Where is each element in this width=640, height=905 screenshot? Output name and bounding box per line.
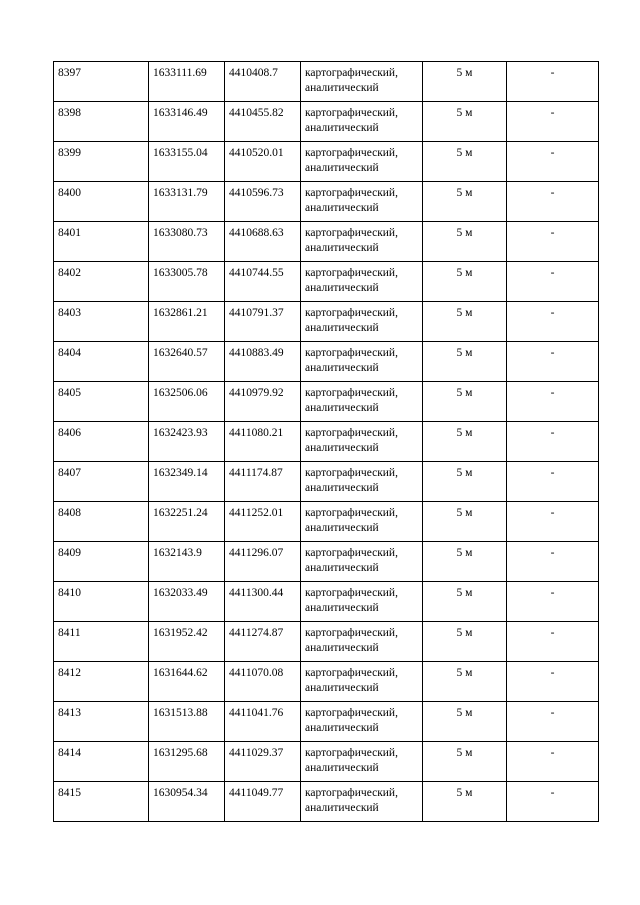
method-line: картографический, bbox=[305, 667, 398, 679]
point-number-cell: 8406 bbox=[54, 422, 149, 462]
accuracy-cell: 5 м bbox=[423, 422, 507, 462]
accuracy-cell: 5 м bbox=[423, 462, 507, 502]
method-line: картографический, bbox=[305, 387, 398, 399]
method-line: картографический, bbox=[305, 467, 398, 479]
x-coordinate-cell: 1630954.34 bbox=[149, 782, 225, 822]
method-cell bbox=[301, 382, 423, 422]
method-line: аналитический bbox=[305, 202, 379, 214]
note-cell: - bbox=[507, 222, 599, 262]
table-row bbox=[54, 542, 599, 582]
y-coordinate-cell: 4411070.08 bbox=[225, 662, 301, 702]
accuracy-cell: 5 м bbox=[423, 62, 507, 102]
method-line: аналитический bbox=[305, 682, 379, 694]
method-cell bbox=[301, 302, 423, 342]
point-number-cell: 8413 bbox=[54, 702, 149, 742]
method-line: аналитический bbox=[305, 122, 379, 134]
accuracy-cell: 5 м bbox=[423, 782, 507, 822]
point-number-cell: 8403 bbox=[54, 302, 149, 342]
y-coordinate-cell: 4410596.73 bbox=[225, 182, 301, 222]
method-cell bbox=[301, 662, 423, 702]
method-cell bbox=[301, 222, 423, 262]
table-row bbox=[54, 782, 599, 822]
method-line: аналитический bbox=[305, 242, 379, 254]
accuracy-cell: 5 м bbox=[423, 102, 507, 142]
method-line: картографический, bbox=[305, 307, 398, 319]
method-line: картографический, bbox=[305, 747, 398, 759]
x-coordinate-cell: 1631952.42 bbox=[149, 622, 225, 662]
point-number-cell: 8399 bbox=[54, 142, 149, 182]
method-line: аналитический bbox=[305, 402, 379, 414]
x-coordinate-cell: 1633146.49 bbox=[149, 102, 225, 142]
y-coordinate-cell: 4411041.76 bbox=[225, 702, 301, 742]
accuracy-cell: 5 м bbox=[423, 302, 507, 342]
note-cell: - bbox=[507, 702, 599, 742]
y-coordinate-cell: 4411274.87 bbox=[225, 622, 301, 662]
accuracy-cell: 5 м bbox=[423, 502, 507, 542]
method-line: картографический, bbox=[305, 267, 398, 279]
point-number-cell: 8411 bbox=[54, 622, 149, 662]
point-number-cell: 8400 bbox=[54, 182, 149, 222]
y-coordinate-cell: 4410791.37 bbox=[225, 302, 301, 342]
accuracy-cell: 5 м bbox=[423, 742, 507, 782]
point-number-cell: 8397 bbox=[54, 62, 149, 102]
note-cell: - bbox=[507, 382, 599, 422]
accuracy-cell: 5 м bbox=[423, 542, 507, 582]
y-coordinate-cell: 4410883.49 bbox=[225, 342, 301, 382]
method-line: картографический, bbox=[305, 507, 398, 519]
x-coordinate-cell: 1633131.79 bbox=[149, 182, 225, 222]
x-coordinate-cell: 1632423.93 bbox=[149, 422, 225, 462]
accuracy-cell: 5 м bbox=[423, 382, 507, 422]
accuracy-cell: 5 м bbox=[423, 702, 507, 742]
y-coordinate-cell: 4410688.63 bbox=[225, 222, 301, 262]
method-cell bbox=[301, 702, 423, 742]
point-number-cell: 8407 bbox=[54, 462, 149, 502]
note-cell: - bbox=[507, 502, 599, 542]
x-coordinate-cell: 1633080.73 bbox=[149, 222, 225, 262]
accuracy-cell: 5 м bbox=[423, 342, 507, 382]
y-coordinate-cell: 4410979.92 bbox=[225, 382, 301, 422]
y-coordinate-cell: 4411296.07 bbox=[225, 542, 301, 582]
method-line: картографический, bbox=[305, 347, 398, 359]
note-cell: - bbox=[507, 142, 599, 182]
method-line: картографический, bbox=[305, 547, 398, 559]
note-cell: - bbox=[507, 542, 599, 582]
x-coordinate-cell: 1631295.68 bbox=[149, 742, 225, 782]
method-line: аналитический bbox=[305, 602, 379, 614]
x-coordinate-cell: 1632506.06 bbox=[149, 382, 225, 422]
x-coordinate-cell: 1632349.14 bbox=[149, 462, 225, 502]
method-cell bbox=[301, 422, 423, 462]
x-coordinate-cell: 1631644.62 bbox=[149, 662, 225, 702]
method-line: аналитический bbox=[305, 522, 379, 534]
method-cell bbox=[301, 62, 423, 102]
method-line: картографический, bbox=[305, 427, 398, 439]
note-cell: - bbox=[507, 422, 599, 462]
method-cell bbox=[301, 542, 423, 582]
table-row bbox=[54, 662, 599, 702]
x-coordinate-cell: 1632251.24 bbox=[149, 502, 225, 542]
table-row bbox=[54, 622, 599, 662]
note-cell: - bbox=[507, 182, 599, 222]
method-line: картографический, bbox=[305, 67, 398, 79]
x-coordinate-cell: 1633005.78 bbox=[149, 262, 225, 302]
method-line: картографический, bbox=[305, 707, 398, 719]
y-coordinate-cell: 4411029.37 bbox=[225, 742, 301, 782]
accuracy-cell: 5 м bbox=[423, 662, 507, 702]
point-number-cell: 8402 bbox=[54, 262, 149, 302]
table-row bbox=[54, 702, 599, 742]
table-row bbox=[54, 62, 599, 102]
y-coordinate-cell: 4410520.01 bbox=[225, 142, 301, 182]
method-line: картографический, bbox=[305, 587, 398, 599]
method-line: аналитический bbox=[305, 802, 379, 814]
method-cell bbox=[301, 102, 423, 142]
method-line: картографический, bbox=[305, 787, 398, 799]
table-row bbox=[54, 182, 599, 222]
table-row bbox=[54, 222, 599, 262]
method-cell bbox=[301, 742, 423, 782]
coordinates-table bbox=[53, 61, 599, 822]
table-row bbox=[54, 582, 599, 622]
method-cell bbox=[301, 142, 423, 182]
y-coordinate-cell: 4411252.01 bbox=[225, 502, 301, 542]
note-cell: - bbox=[507, 102, 599, 142]
method-cell bbox=[301, 782, 423, 822]
y-coordinate-cell: 4411049.77 bbox=[225, 782, 301, 822]
note-cell: - bbox=[507, 342, 599, 382]
method-line: аналитический bbox=[305, 482, 379, 494]
accuracy-cell: 5 м bbox=[423, 262, 507, 302]
accuracy-cell: 5 м bbox=[423, 142, 507, 182]
method-line: аналитический bbox=[305, 562, 379, 574]
table-row bbox=[54, 462, 599, 502]
y-coordinate-cell: 4410408.7 bbox=[225, 62, 301, 102]
point-number-cell: 8412 bbox=[54, 662, 149, 702]
method-cell bbox=[301, 622, 423, 662]
method-line: картографический, bbox=[305, 147, 398, 159]
point-number-cell: 8404 bbox=[54, 342, 149, 382]
accuracy-cell: 5 м bbox=[423, 182, 507, 222]
note-cell: - bbox=[507, 742, 599, 782]
y-coordinate-cell: 4410455.82 bbox=[225, 102, 301, 142]
method-line: аналитический bbox=[305, 322, 379, 334]
table-row bbox=[54, 502, 599, 542]
method-cell bbox=[301, 582, 423, 622]
note-cell: - bbox=[507, 782, 599, 822]
method-line: аналитический bbox=[305, 722, 379, 734]
x-coordinate-cell: 1632861.21 bbox=[149, 302, 225, 342]
point-number-cell: 8405 bbox=[54, 382, 149, 422]
y-coordinate-cell: 4411174.87 bbox=[225, 462, 301, 502]
note-cell: - bbox=[507, 462, 599, 502]
method-line: аналитический bbox=[305, 282, 379, 294]
x-coordinate-cell: 1633111.69 bbox=[149, 62, 225, 102]
method-line: аналитический bbox=[305, 162, 379, 174]
method-line: аналитический bbox=[305, 442, 379, 454]
point-number-cell: 8414 bbox=[54, 742, 149, 782]
table-row bbox=[54, 142, 599, 182]
table-row bbox=[54, 742, 599, 782]
table-row bbox=[54, 342, 599, 382]
method-line: аналитический bbox=[305, 82, 379, 94]
x-coordinate-cell: 1631513.88 bbox=[149, 702, 225, 742]
point-number-cell: 8401 bbox=[54, 222, 149, 262]
method-line: картографический, bbox=[305, 107, 398, 119]
note-cell: - bbox=[507, 582, 599, 622]
table-row bbox=[54, 382, 599, 422]
y-coordinate-cell: 4411300.44 bbox=[225, 582, 301, 622]
accuracy-cell: 5 м bbox=[423, 222, 507, 262]
note-cell: - bbox=[507, 62, 599, 102]
table-row bbox=[54, 422, 599, 462]
point-number-cell: 8398 bbox=[54, 102, 149, 142]
method-cell bbox=[301, 262, 423, 302]
point-number-cell: 8409 bbox=[54, 542, 149, 582]
method-cell bbox=[301, 342, 423, 382]
method-line: картографический, bbox=[305, 187, 398, 199]
method-line: аналитический bbox=[305, 762, 379, 774]
note-cell: - bbox=[507, 622, 599, 662]
x-coordinate-cell: 1632033.49 bbox=[149, 582, 225, 622]
accuracy-cell: 5 м bbox=[423, 622, 507, 662]
method-line: картографический, bbox=[305, 627, 398, 639]
point-number-cell: 8410 bbox=[54, 582, 149, 622]
x-coordinate-cell: 1633155.04 bbox=[149, 142, 225, 182]
method-line: картографический, bbox=[305, 227, 398, 239]
table-row bbox=[54, 102, 599, 142]
x-coordinate-cell: 1632143.9 bbox=[149, 542, 225, 582]
method-cell bbox=[301, 502, 423, 542]
point-number-cell: 8415 bbox=[54, 782, 149, 822]
note-cell: - bbox=[507, 302, 599, 342]
accuracy-cell: 5 м bbox=[423, 582, 507, 622]
method-cell bbox=[301, 182, 423, 222]
table-row bbox=[54, 302, 599, 342]
method-line: аналитический bbox=[305, 642, 379, 654]
method-cell bbox=[301, 462, 423, 502]
y-coordinate-cell: 4410744.55 bbox=[225, 262, 301, 302]
y-coordinate-cell: 4411080.21 bbox=[225, 422, 301, 462]
coordinates-table-body bbox=[54, 62, 599, 822]
point-number-cell: 8408 bbox=[54, 502, 149, 542]
x-coordinate-cell: 1632640.57 bbox=[149, 342, 225, 382]
note-cell: - bbox=[507, 262, 599, 302]
method-line: аналитический bbox=[305, 362, 379, 374]
note-cell: - bbox=[507, 662, 599, 702]
table-row bbox=[54, 262, 599, 302]
